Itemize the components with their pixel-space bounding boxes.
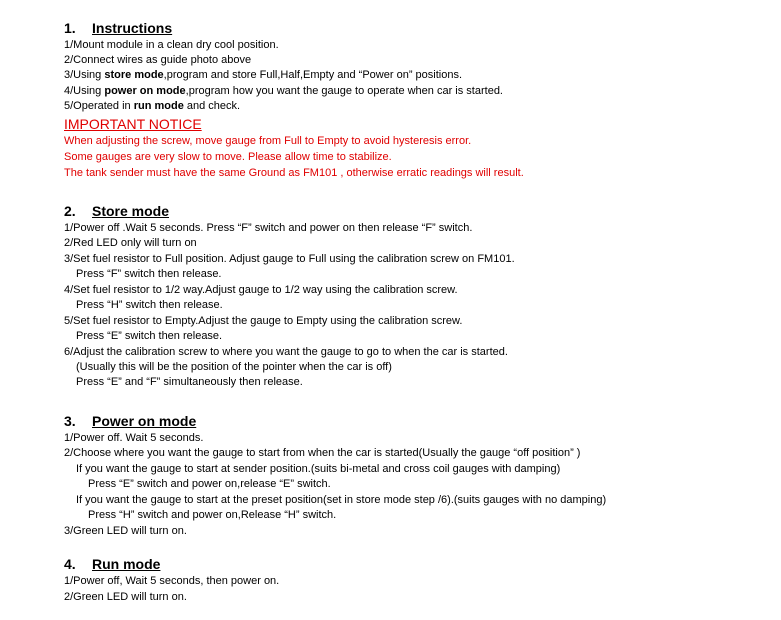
notice-line: The tank sender must have the same Ground as FM101 , otherwise erratic readings will result.: [64, 167, 524, 179]
text-run: 3/Using: [64, 69, 105, 81]
instruction-line: 2/Green LED will turn on.: [64, 591, 187, 603]
instruction-line: 3/Green LED will turn on.: [64, 525, 187, 537]
section-title: Instructions: [92, 20, 173, 36]
instruction-line: [64, 84, 503, 99]
text-run: ,program and store Full,Half,Empty and “Power on” positions.: [163, 69, 463, 81]
text-run: 4/Using: [64, 85, 105, 97]
instruction-subline: Press “H” switch then release.: [76, 299, 223, 311]
instruction-line: 5/Set fuel resistor to Empty.Adjust the gauge to Empty using the calibration screw.: [64, 315, 463, 327]
notice-line: Some gauges are very slow to move. Please allow time to stabilize.: [64, 151, 392, 163]
section-number: 1.: [64, 20, 76, 36]
bold-term: run mode: [133, 100, 184, 112]
instruction-subline: If you want the gauge to start at sender position.(suits bi-metal and cross coil gauges with damping): [76, 463, 561, 475]
section-number: 3.: [64, 413, 76, 429]
section-heading-instructions: [64, 19, 172, 37]
instruction-subline: Press “H” switch and power on,Release “H” switch.: [88, 509, 337, 521]
section-heading-power-on-mode: [64, 412, 196, 430]
section-heading-store-mode: [64, 202, 169, 220]
bold-term: power on mode: [104, 85, 186, 97]
instruction-subline: Press “E” switch then release.: [76, 330, 223, 342]
instruction-line: [64, 68, 462, 83]
important-notice-heading: IMPORTANT NOTICE: [64, 116, 202, 132]
instruction-subline: (Usually this will be the position of the pointer when the car is off): [76, 361, 392, 373]
instruction-line: 1/Power off, Wait 5 seconds, then power on.: [64, 575, 280, 587]
instruction-line: 2/Connect wires as guide photo above: [64, 54, 252, 66]
instruction-line: 2/Choose where you want the gauge to start from when the car is started(Usually the gauge “off position” ): [64, 447, 581, 459]
section-title: Store mode: [92, 203, 170, 219]
notice-line: When adjusting the screw, move gauge from Full to Empty to avoid hysteresis error.: [64, 135, 472, 147]
instruction-line: 1/Power off .Wait 5 seconds. Press “F” switch and power on then release “F” switch.: [64, 222, 473, 234]
instruction-subline: Press “F” switch then release.: [76, 268, 222, 280]
text-run: ,program how you want the gauge to operate when car is started.: [185, 85, 503, 97]
section-heading-run-mode: [64, 555, 160, 573]
instruction-subline: Press “E” and “F” simultaneously then release.: [76, 376, 303, 388]
section-title: Power on mode: [92, 413, 197, 429]
instruction-line: [64, 99, 240, 114]
instruction-subline: Press “E” switch and power on,release “E” switch.: [88, 478, 331, 490]
instruction-line: 6/Adjust the calibration screw to where you want the gauge to go to when the car is started.: [64, 346, 508, 358]
instruction-line: 1/Power off. Wait 5 seconds.: [64, 432, 204, 444]
section-title: Run mode: [92, 556, 161, 572]
text-run: and check.: [183, 100, 241, 112]
text-run: 5/Operated in: [64, 100, 134, 112]
instruction-line: 1/Mount module in a clean dry cool position.: [64, 39, 279, 51]
instruction-line: 4/Set fuel resistor to 1/2 way.Adjust gauge to 1/2 way using the calibration screw.: [64, 284, 458, 296]
instruction-line: 2/Red LED only will turn on: [64, 237, 197, 249]
instruction-line: 3/Set fuel resistor to Full position. Adjust gauge to Full using the calibration screw on FM101.: [64, 253, 515, 265]
bold-term: store mode: [104, 69, 164, 81]
instruction-subline: If you want the gauge to start at the preset position(set in store mode step /6).(suits gauges with no damping): [76, 494, 607, 506]
section-number: 4.: [64, 556, 76, 572]
section-number: 2.: [64, 203, 76, 219]
